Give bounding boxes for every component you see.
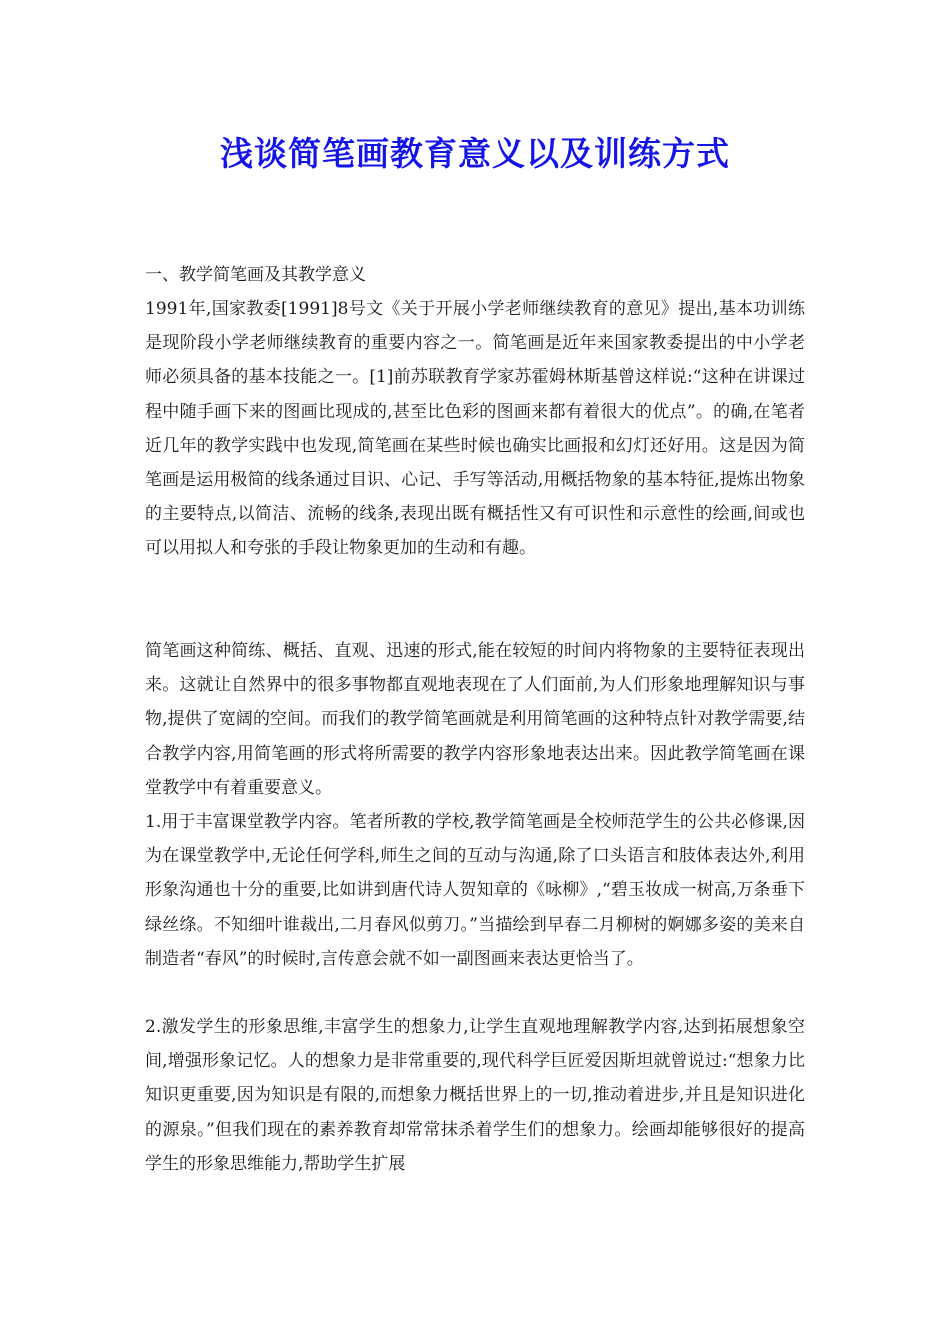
paragraph-intro: 1991年,国家教委[1991]8号文《关于开展小学老师继续教育的意见》提出,基本功训练是现阶段小学老师继续教育的重要内容之一。简笔画是近年来国家教委提出的中小学老师必须具备的基本技能之一。[1]前苏联教育学家苏霍姆林斯基曾这样说:“这种在讲课过程中随手画下来的图画比现成的,甚至比色彩的图画来都有着很大的优点”。的确,在笔者近几年的教学实践中也发现,简笔画在某些时候也确实比画报和幻灯还好用。这是因为简笔画是运用极简的线条通过目识、心记、手写等活动,用概括物象的基本特征,提炼出物象的主要特点,以简洁、流畅的线条,表现出既有概括性又有可识性和示意性的绘画,间或也可以用拟人和夸张的手段让物象更加的生动和有趣。 [145, 299, 805, 559]
paragraph-features: 简笔画这种简练、概括、直观、迅速的形式,能在较短的时间内将物象的主要特征表现出来。这就让自然界中的很多事物都直观地表现在了人们面前,为人们形象地理解知识与事物,提供了宽阔的空间。而我们的教学简笔画就是利用简笔画的这种特点针对教学需要,结合教学内容,用简笔画的形式将所需要的教学内容形象地表达出来。因此教学简笔画在课堂教学中有着重要意义。 [145, 641, 805, 798]
document-title: 浅谈简笔画教育意义以及训练方式 [220, 134, 730, 173]
paragraph-point-2: 2.激发学生的形象思维,丰富学生的想象力,让学生直观地理解教学内容,达到拓展想象空间,增强形象记忆。人的想象力是非常重要的,现代科学巨匠爱因斯坦就曾说过:“想象力比知识更重要,因为知识是有限的,而想象力概括世界上的一切,推动着进步,并且是知识进化的源泉。”但我们现在的素养教育却常常抹杀着学生们的想象力。绘画却能够很好的提高学生的形象思维能力,帮助学生扩展 [145, 1017, 805, 1174]
section-heading: 一、教学简笔画及其教学意义 [145, 265, 366, 285]
paragraph-point-1: 1.用于丰富课堂教学内容。笔者所教的学校,教学简笔画是全校师范学生的公共必修课,因为在课堂教学中,无论任何学科,师生之间的互动与沟通,除了口头语言和肢体表达外,利用形象沟通也十分的重要,比如讲到唐代诗人贺知章的《咏柳》,“碧玉妆成一树高,万条垂下绿丝绦。不知细叶谁裁出,二月春风似剪刀。”当描绘到早春二月柳树的婀娜多姿的美来自制造者“春风”的时候时,言传意会就不如一副图画来表达更恰当了。 [145, 812, 805, 969]
